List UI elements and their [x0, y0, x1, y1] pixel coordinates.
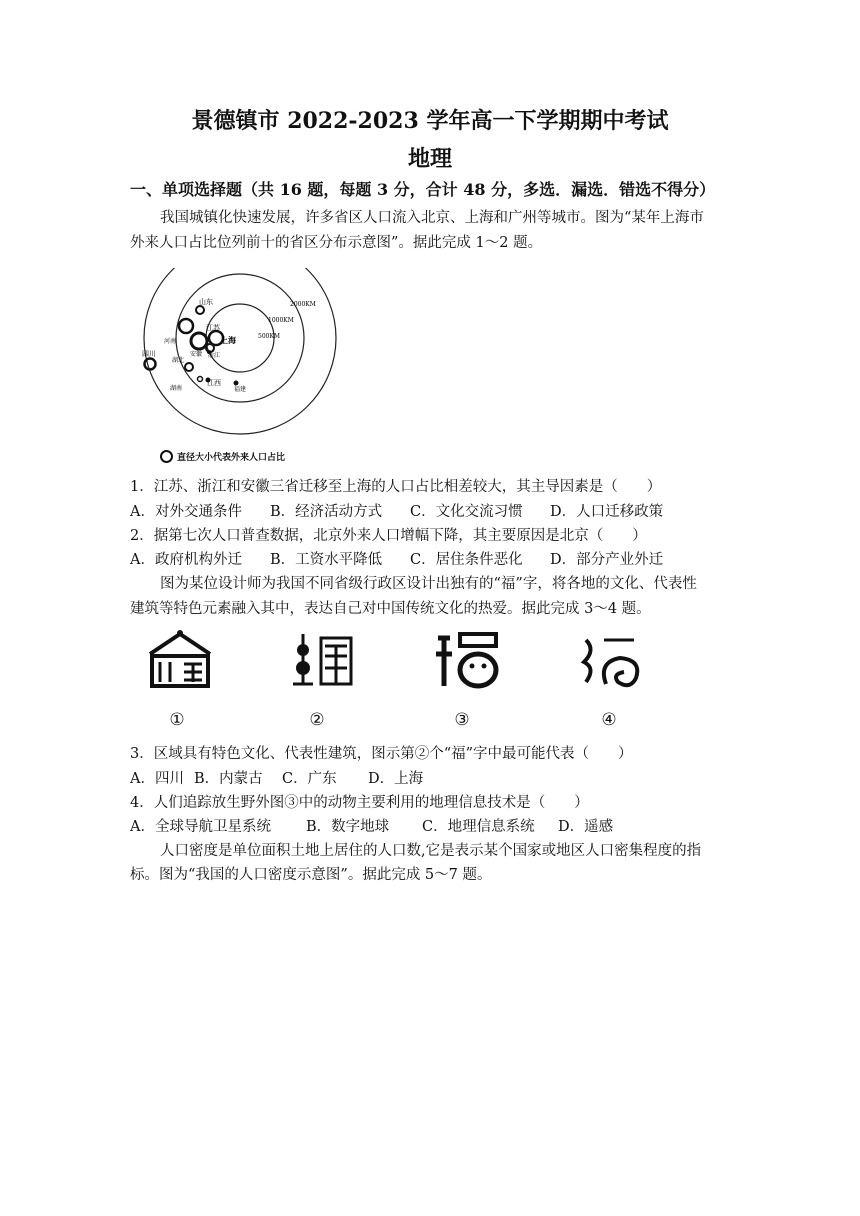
- label-hubei: 湖北: [172, 357, 185, 364]
- q2-option-c: C．居住条件恶化: [410, 552, 523, 568]
- ring-label-2000: 2000KM: [290, 301, 316, 308]
- q4-option-d: D．遥感: [558, 819, 614, 835]
- q2-options: [130, 548, 663, 569]
- ring-2000km: [144, 268, 336, 434]
- marker-jiangxi: [198, 377, 203, 382]
- exam-title: 景德镇市 2022-2023 学年高一下学期期中考试: [191, 108, 669, 134]
- label-fujian: 福建: [234, 386, 247, 393]
- fu-figure-4: [572, 624, 652, 704]
- q4-option-b: B．数字地球: [306, 819, 390, 835]
- q3-option-d: D．上海: [368, 771, 424, 787]
- passage1-line1: 我国城镇化快速发展，许多省区人口流入北京、上海和广州等城市。图为“某年上海市: [160, 210, 704, 226]
- label-jiangxi: 江西: [207, 379, 221, 387]
- marker-henan: [179, 319, 193, 333]
- q3-options: [130, 767, 423, 788]
- label-shanghai: 上海: [220, 335, 236, 345]
- q3-stem: 3．区域具有特色文化、代表性建筑，图示第②个“福”字中最可能代表（ ）: [130, 746, 633, 762]
- marker-anhui: [191, 333, 207, 349]
- marker-sichuan: [145, 359, 156, 370]
- fu-figure-3: [428, 624, 508, 704]
- passage1-line2: 外来人口占比位列前十的省区分布示意图”。据此完成 1～2 题。: [130, 235, 543, 251]
- q1-option-c: C．文化交流习惯: [410, 504, 523, 520]
- marker-fujian: [234, 381, 239, 386]
- figure-label-2: ②: [309, 710, 325, 730]
- passage3-line2: 标。图为“我国的人口密度示意图”。据此完成 5～7 题。: [130, 867, 492, 883]
- ring-1000km: [176, 274, 304, 402]
- legend-text: 直径大小代表外来人口占比: [177, 453, 286, 463]
- q3-option-c: C．广东: [282, 771, 337, 787]
- legend-ring-icon: [160, 450, 173, 463]
- figure-label-1: ①: [169, 710, 185, 730]
- q3-option-b: B．内蒙古: [194, 771, 263, 787]
- q4-stem: 4．人们追踪放生野外图③中的动物主要利用的地理信息技术是（ ）: [130, 795, 589, 811]
- migration-map: [140, 268, 340, 468]
- ring-label-500: 500KM: [258, 333, 281, 340]
- q2-stem: 2．据第七次人口普查数据，北京外来人口增幅下降，其主要原因是北京（ ）: [130, 528, 647, 544]
- q3-option-a: A．四川: [130, 771, 184, 787]
- passage2-line2: 建筑等特色元素融入其中，表达自己对中国传统文化的热爱。据此完成 3～4 题。: [130, 601, 651, 617]
- q1-option-d: D．人口迁移政策: [550, 504, 664, 520]
- q1-options: [130, 500, 663, 521]
- figure-label-3: ③: [454, 710, 470, 730]
- q1-option-b: B．经济活动方式: [270, 504, 383, 520]
- map-legend: [160, 450, 285, 463]
- label-zhejiang: 浙江: [208, 352, 221, 359]
- passage3-line1: 人口密度是单位面积土地上居住的人口数,它是表示某个国家或地区人口密集程度的指: [160, 843, 702, 859]
- figure-label-4: ④: [601, 710, 617, 730]
- label-henan: 河南: [164, 338, 177, 345]
- marker-hubei: [185, 363, 193, 371]
- section-heading: 一、单项选择题（共 16 题，每题 3 分，合计 48 分，多选．漏选．错选不得分）: [130, 180, 716, 199]
- subject-title: 地理: [407, 146, 452, 172]
- q1-option-a: A．对外交通条件: [130, 504, 242, 520]
- label-sichuan: 四川: [142, 350, 156, 358]
- label-hunan: 湖南: [170, 385, 183, 392]
- q2-option-a: A．政府机构外迁: [130, 552, 242, 568]
- q4-option-a: A．全球导航卫星系统: [130, 819, 271, 835]
- label-anhui: 安徽: [190, 351, 203, 358]
- fu-figure-1: [140, 624, 220, 704]
- q2-option-d: D．部分产业外迁: [550, 552, 664, 568]
- marker-shandong: [196, 306, 204, 314]
- fu-figure-2: [285, 624, 365, 704]
- q4-option-c: C．地理信息系统: [422, 819, 535, 835]
- label-jiangsu: 江苏: [206, 324, 220, 332]
- passage2-line1: 图为某位设计师为我国不同省级行政区设计出独有的“福”字，将各地的文化、代表性: [160, 576, 697, 592]
- q1-stem: 1．江苏、浙江和安徽三省迁移至上海的人口占比相差较大，其主导因素是（ ）: [130, 479, 662, 495]
- q2-option-b: B．工资水平降低: [270, 552, 383, 568]
- ring-label-1000: 1000KM: [268, 317, 294, 324]
- q4-options: [130, 815, 613, 836]
- label-shandong: 山东: [199, 298, 213, 306]
